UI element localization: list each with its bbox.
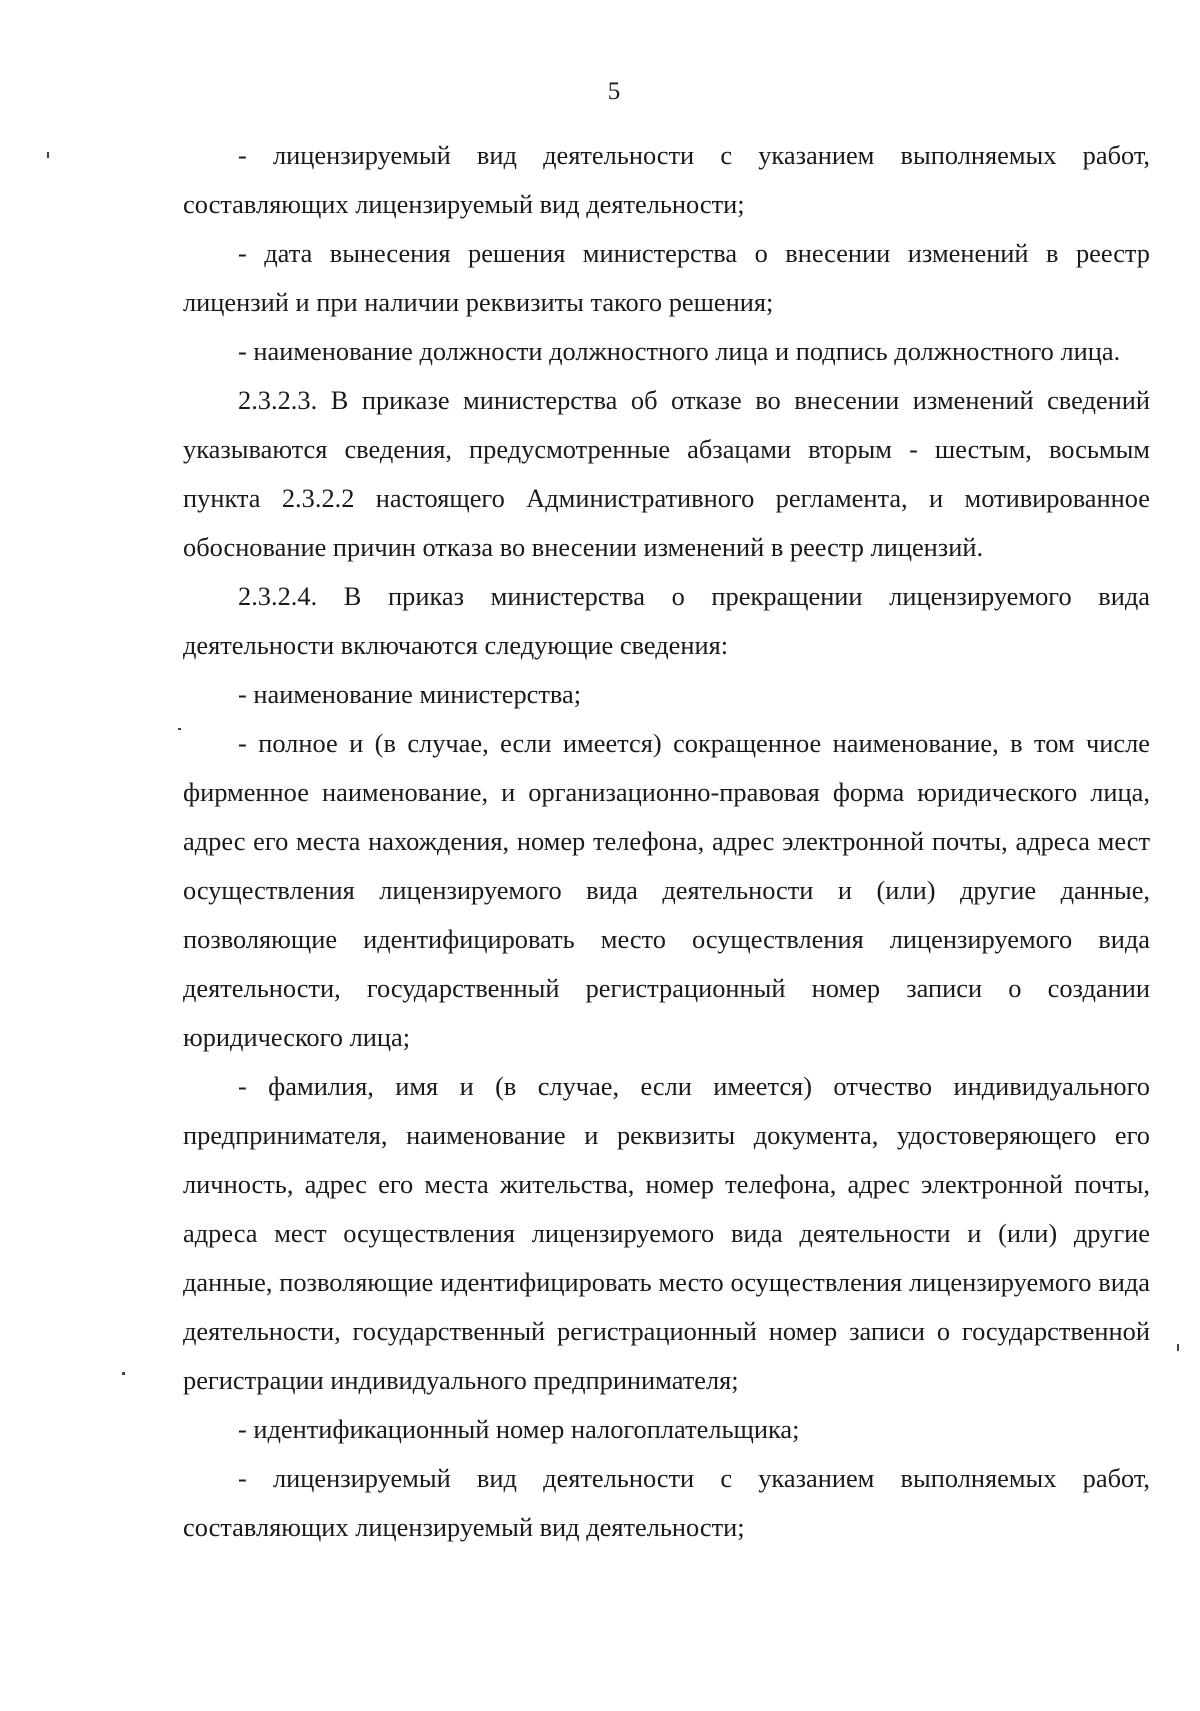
- paragraph-4: 2.3.2.3. В приказе министерства об отказе во внесении изменений сведений указываются сведения, предусмотренные абзацами вторым - шестым, восьмым пункта 2.3.2.2 настоящего Административного регламента, и мотивированное обоснование причин отказа во внесении изменений в реестр лицензий.: [183, 385, 1150, 562]
- scan-speck: [47, 152, 49, 158]
- scan-speck: [122, 1372, 125, 1375]
- paragraph-8: - фамилия, имя и (в случае, если имеется) отчество индивидуального предпринимателя, наименование и реквизиты документа, удостоверяющего его личность, адрес его места жительства, номер телефона, адрес электронной почты, адреса мест осуществления лицензируемого вида деятельности и (или) другие данные, позволяющие идентифицировать место осуществления лицензируемого вида деятельности, государственный регистрационный номер записи о государственной регистрации индивидуального предпринимателя;: [183, 1071, 1150, 1395]
- page-number: 5: [607, 78, 621, 105]
- paragraph-9: - идентификационный номер налогоплательщика;: [238, 1414, 800, 1444]
- paragraph-6: - наименование министерства;: [238, 679, 582, 709]
- paragraph-1: - лицензируемый вид деятельности с указанием выполняемых работ, составляющих лицензируемый вид деятельности;: [183, 140, 1150, 219]
- paragraph-3: - наименование должности должностного лица и подпись должностного лица.: [238, 336, 1121, 366]
- paragraph-10: - лицензируемый вид деятельности с указанием выполняемых работ, составляющих лицензируемый вид деятельности;: [183, 1463, 1150, 1542]
- scan-speck: [1177, 1344, 1179, 1351]
- paragraph-7: - полное и (в случае, если имеется) сокращенное наименование, в том числе фирменное наименование, и организационно-правовая форма юридического лица, адрес его места нахождения, номер телефона, адрес электронной почты, адреса мест осуществления лицензируемого вида деятельности и (или) другие данные, позволяющие идентифицировать место осуществления лицензируемого вида деятельности, государственный регистрационный номер записи о создании юридического лица;: [183, 728, 1150, 1052]
- paragraph-2: - дата вынесения решения министерства о внесении изменений в реестр лицензий и при наличии реквизиты такого решения;: [183, 238, 1150, 317]
- document-body: [183, 131, 1150, 1552]
- scan-speck: [178, 728, 181, 730]
- paragraph-5: 2.3.2.4. В приказ министерства о прекращении лицензируемого вида деятельности включаются следующие сведения:: [183, 581, 1150, 660]
